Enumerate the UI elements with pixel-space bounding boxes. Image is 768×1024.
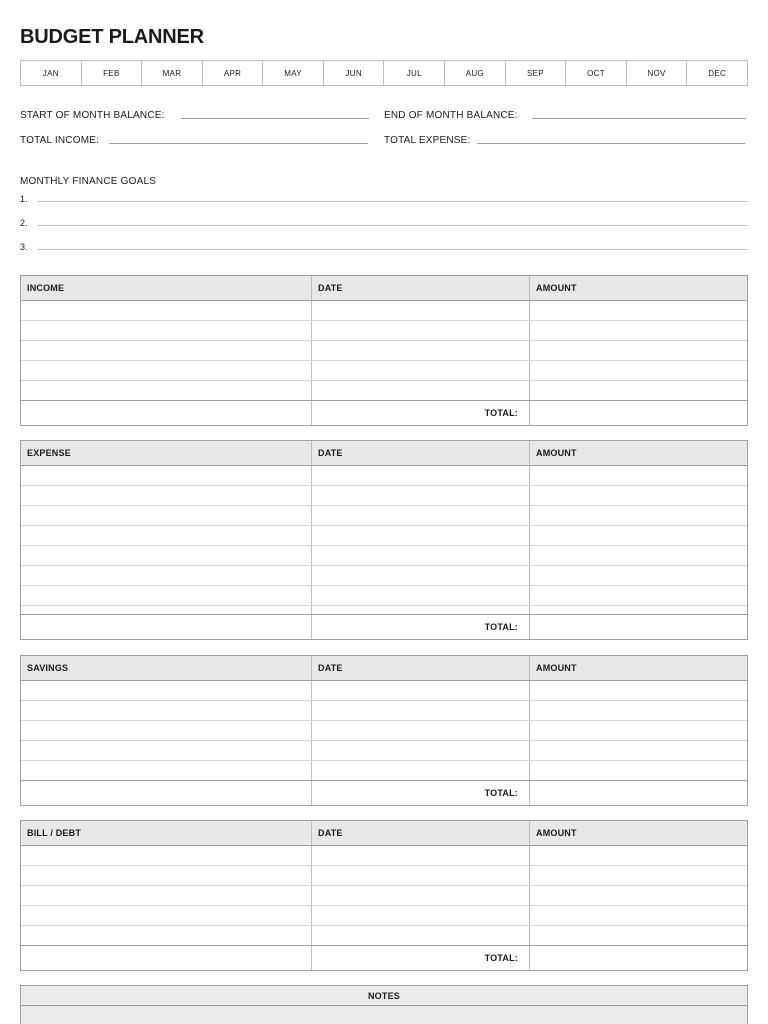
month-tab-jul[interactable]: JUL bbox=[384, 61, 445, 85]
total-spacer bbox=[21, 401, 312, 425]
table-row[interactable] bbox=[21, 866, 747, 886]
savings-table bbox=[20, 655, 748, 806]
income-table bbox=[20, 275, 748, 426]
notes-section bbox=[20, 985, 748, 1024]
table-row[interactable] bbox=[21, 506, 747, 526]
table-row[interactable] bbox=[21, 466, 747, 486]
amount-cell[interactable] bbox=[530, 321, 747, 340]
expense-cell[interactable] bbox=[21, 466, 312, 485]
table-row[interactable] bbox=[21, 741, 747, 761]
table-row[interactable] bbox=[21, 721, 747, 741]
amount-cell[interactable] bbox=[530, 586, 747, 605]
amount-cell[interactable] bbox=[530, 761, 747, 780]
expense-total-label: TOTAL: bbox=[312, 615, 530, 639]
savings-cell[interactable] bbox=[21, 681, 312, 700]
savings-total-label: TOTAL: bbox=[312, 781, 530, 805]
end-balance-label: END OF MONTH BALANCE: bbox=[384, 110, 518, 121]
table-row[interactable] bbox=[21, 846, 747, 866]
month-tab-apr[interactable]: APR bbox=[203, 61, 264, 85]
date-cell[interactable] bbox=[312, 886, 530, 905]
amount-cell[interactable] bbox=[530, 681, 747, 700]
total-income-field bbox=[20, 135, 368, 146]
date-cell[interactable] bbox=[312, 321, 530, 340]
total-spacer bbox=[21, 946, 312, 970]
goal-number: 2. bbox=[20, 218, 28, 228]
amount-cell[interactable] bbox=[530, 741, 747, 760]
amount-cell[interactable] bbox=[530, 466, 747, 485]
total-income-label: TOTAL INCOME: bbox=[20, 135, 100, 146]
income-total-value[interactable] bbox=[530, 401, 747, 425]
expense-column-header: EXPENSE bbox=[21, 441, 312, 465]
table-row[interactable] bbox=[21, 606, 747, 615]
goal-line[interactable] bbox=[38, 201, 748, 202]
bill-debt-total-label: TOTAL: bbox=[312, 946, 530, 970]
amount-cell[interactable] bbox=[530, 341, 747, 360]
income-table-header bbox=[21, 276, 747, 301]
bill-debt-cell[interactable] bbox=[21, 866, 312, 885]
income-cell[interactable] bbox=[21, 301, 312, 320]
date-cell[interactable] bbox=[312, 381, 530, 400]
amount-cell[interactable] bbox=[530, 886, 747, 905]
goal-line[interactable] bbox=[38, 249, 748, 250]
amount-cell[interactable] bbox=[530, 906, 747, 925]
goal-number: 1. bbox=[20, 194, 28, 204]
savings-cell[interactable] bbox=[21, 721, 312, 740]
expense-cell[interactable] bbox=[21, 566, 312, 585]
table-row[interactable] bbox=[21, 906, 747, 926]
month-tab-may[interactable]: MAY bbox=[263, 61, 324, 85]
bill-debt-cell[interactable] bbox=[21, 846, 312, 865]
amount-cell[interactable] bbox=[530, 361, 747, 380]
table-row[interactable] bbox=[21, 526, 747, 546]
date-column-header: DATE bbox=[312, 441, 530, 465]
month-tab-feb[interactable]: FEB bbox=[82, 61, 143, 85]
expense-table bbox=[20, 440, 748, 640]
goal-line[interactable] bbox=[38, 225, 748, 226]
table-row[interactable] bbox=[21, 341, 747, 361]
start-balance-input-line[interactable] bbox=[181, 118, 369, 119]
goal-item[interactable] bbox=[20, 218, 748, 228]
total-expense-input-line[interactable] bbox=[477, 143, 745, 144]
month-tab-jan[interactable]: JAN bbox=[21, 61, 82, 85]
date-cell[interactable] bbox=[312, 546, 530, 565]
amount-cell[interactable] bbox=[530, 866, 747, 885]
table-row[interactable] bbox=[21, 486, 747, 506]
table-row[interactable] bbox=[21, 681, 747, 701]
month-selector bbox=[20, 60, 748, 86]
amount-column-header: AMOUNT bbox=[536, 448, 577, 458]
bill-debt-table bbox=[20, 820, 748, 971]
date-cell[interactable] bbox=[312, 341, 530, 360]
income-cell[interactable] bbox=[21, 381, 312, 400]
table-row[interactable] bbox=[21, 361, 747, 381]
expense-cell[interactable] bbox=[21, 546, 312, 565]
amount-cell[interactable] bbox=[530, 701, 747, 720]
page-title: BUDGET PLANNER bbox=[20, 26, 204, 48]
table-row[interactable] bbox=[21, 381, 747, 401]
income-column-header: INCOME bbox=[21, 276, 312, 300]
notes-area[interactable] bbox=[21, 1006, 747, 1024]
date-cell[interactable] bbox=[312, 926, 530, 945]
bill-debt-total-value[interactable] bbox=[530, 946, 747, 970]
amount-cell[interactable] bbox=[530, 846, 747, 865]
amount-cell[interactable] bbox=[530, 926, 747, 945]
total-income-input-line[interactable] bbox=[109, 143, 368, 144]
bill-debt-cell[interactable] bbox=[21, 886, 312, 905]
month-tab-sep[interactable]: SEP bbox=[506, 61, 567, 85]
bill-debt-table-header bbox=[21, 821, 747, 846]
date-cell[interactable] bbox=[312, 866, 530, 885]
date-column-header: DATE bbox=[312, 821, 530, 845]
date-cell[interactable] bbox=[312, 906, 530, 925]
income-cell[interactable] bbox=[21, 321, 312, 340]
date-cell[interactable] bbox=[312, 566, 530, 585]
table-row[interactable] bbox=[21, 926, 747, 946]
amount-cell[interactable] bbox=[530, 606, 747, 614]
month-tab-dec[interactable]: DEC bbox=[708, 68, 727, 78]
date-cell[interactable] bbox=[312, 846, 530, 865]
date-cell[interactable] bbox=[312, 301, 530, 320]
amount-cell[interactable] bbox=[530, 506, 747, 525]
savings-cell[interactable] bbox=[21, 741, 312, 760]
goal-number: 3. bbox=[20, 242, 28, 252]
end-balance-input-line[interactable] bbox=[532, 118, 746, 119]
total-expense-label: TOTAL EXPENSE: bbox=[384, 135, 471, 146]
date-cell[interactable] bbox=[312, 741, 530, 760]
expense-cell[interactable] bbox=[21, 486, 312, 505]
savings-cell[interactable] bbox=[21, 701, 312, 720]
date-cell[interactable] bbox=[312, 721, 530, 740]
date-cell[interactable] bbox=[312, 606, 530, 614]
date-cell[interactable] bbox=[312, 761, 530, 780]
amount-cell[interactable] bbox=[530, 301, 747, 320]
date-cell[interactable] bbox=[312, 506, 530, 525]
bill-debt-column-header: BILL / DEBT bbox=[21, 821, 312, 845]
table-row[interactable] bbox=[21, 546, 747, 566]
table-row[interactable] bbox=[21, 701, 747, 721]
expense-table-header bbox=[21, 441, 747, 466]
table-row[interactable] bbox=[21, 761, 747, 781]
table-row[interactable] bbox=[21, 586, 747, 606]
goals-heading: MONTHLY FINANCE GOALS bbox=[20, 176, 157, 187]
amount-cell[interactable] bbox=[530, 381, 747, 400]
expense-cell[interactable] bbox=[21, 506, 312, 525]
amount-cell[interactable] bbox=[530, 566, 747, 585]
goal-item[interactable] bbox=[20, 194, 748, 204]
table-row[interactable] bbox=[21, 566, 747, 586]
total-spacer bbox=[21, 615, 312, 639]
savings-total-value[interactable] bbox=[530, 781, 747, 805]
expense-cell[interactable] bbox=[21, 526, 312, 545]
date-cell[interactable] bbox=[312, 701, 530, 720]
income-total-label: TOTAL: bbox=[312, 401, 530, 425]
amount-column-header: AMOUNT bbox=[536, 283, 577, 293]
amount-cell[interactable] bbox=[530, 526, 747, 545]
month-tab-jun[interactable]: JUN bbox=[324, 61, 385, 85]
total-expense-field bbox=[384, 135, 745, 146]
date-cell[interactable] bbox=[312, 486, 530, 505]
month-tab-mar[interactable]: MAR bbox=[142, 61, 203, 85]
month-tab-oct[interactable]: OCT bbox=[566, 61, 627, 85]
expense-total-value[interactable] bbox=[530, 615, 747, 639]
savings-total-row bbox=[21, 781, 747, 805]
table-row[interactable] bbox=[21, 886, 747, 906]
date-cell[interactable] bbox=[312, 586, 530, 605]
month-tab-nov[interactable]: NOV bbox=[627, 61, 688, 85]
start-balance-field bbox=[20, 110, 369, 121]
date-cell[interactable] bbox=[312, 466, 530, 485]
notes-heading: NOTES bbox=[21, 986, 747, 1006]
income-cell[interactable] bbox=[21, 341, 312, 360]
table-row[interactable] bbox=[21, 301, 747, 321]
savings-table-header bbox=[21, 656, 747, 681]
bill-debt-cell[interactable] bbox=[21, 906, 312, 925]
table-row[interactable] bbox=[21, 321, 747, 341]
start-balance-label: START OF MONTH BALANCE: bbox=[20, 110, 165, 121]
amount-cell[interactable] bbox=[530, 546, 747, 565]
date-cell[interactable] bbox=[312, 526, 530, 545]
amount-cell[interactable] bbox=[530, 486, 747, 505]
bill-debt-cell[interactable] bbox=[21, 926, 312, 945]
income-cell[interactable] bbox=[21, 361, 312, 380]
date-cell[interactable] bbox=[312, 361, 530, 380]
amount-column-header: AMOUNT bbox=[536, 828, 577, 838]
savings-column-header: SAVINGS bbox=[21, 656, 312, 680]
expense-total-row bbox=[21, 615, 747, 639]
date-cell[interactable] bbox=[312, 681, 530, 700]
date-column-header: DATE bbox=[312, 276, 530, 300]
expense-cell[interactable] bbox=[21, 586, 312, 605]
date-column-header: DATE bbox=[312, 656, 530, 680]
end-balance-field bbox=[384, 110, 746, 121]
amount-column-header: AMOUNT bbox=[536, 663, 577, 673]
expense-cell[interactable] bbox=[21, 606, 312, 614]
goal-item[interactable] bbox=[20, 242, 748, 252]
bill-debt-total-row bbox=[21, 946, 747, 970]
total-spacer bbox=[21, 781, 312, 805]
income-total-row bbox=[21, 401, 747, 425]
amount-cell[interactable] bbox=[530, 721, 747, 740]
savings-cell[interactable] bbox=[21, 761, 312, 780]
month-tab-aug[interactable]: AUG bbox=[445, 61, 506, 85]
